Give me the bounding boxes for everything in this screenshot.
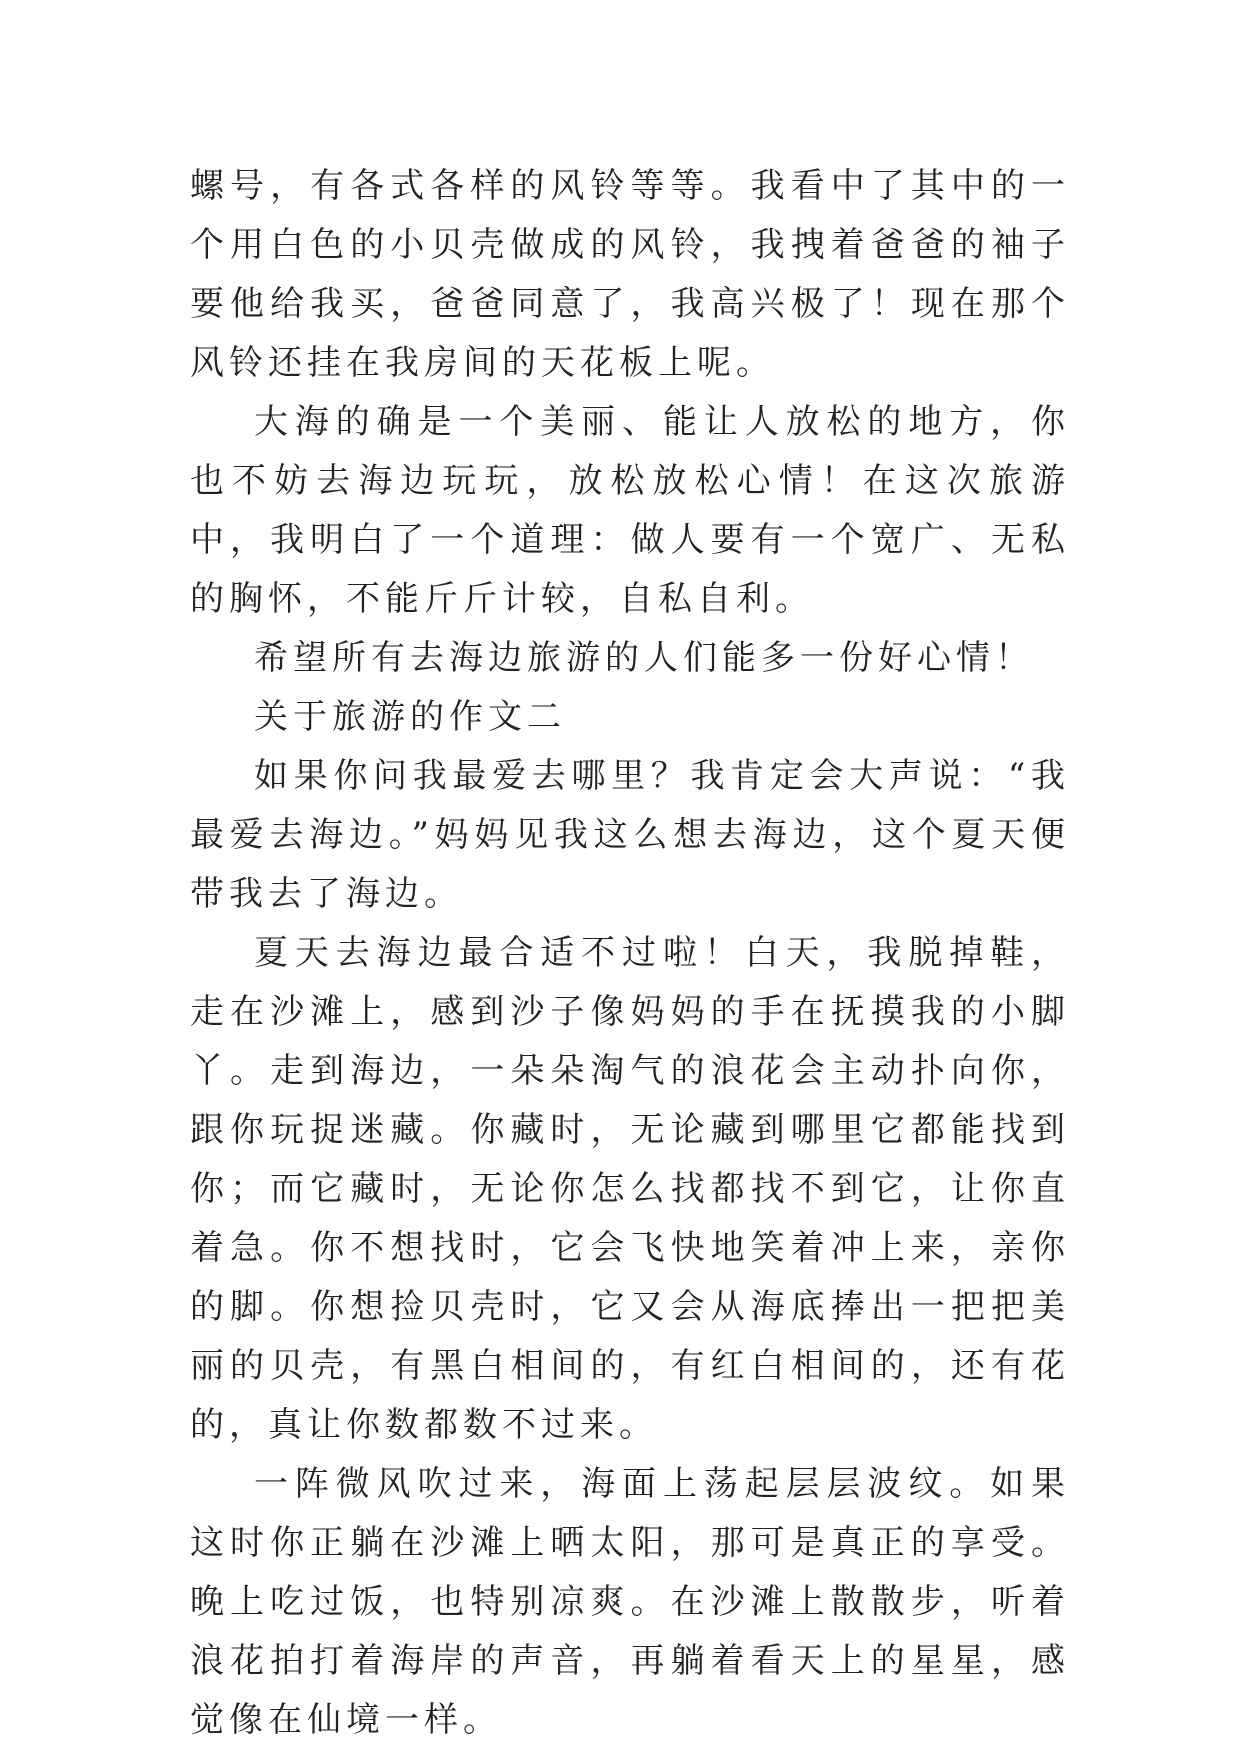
- paragraph: 希望所有去海边旅游的人们能多一份好心情！: [254, 638, 1034, 678]
- paragraph: 夏天去海边最合适不过啦！白天，我脱掉鞋，走在沙滩上，感到沙子像妈妈的手在抚摸我的小脚丫。走到海边，一朵朵淘气的浪花会主动扑向你，跟你玩捉迷藏。你藏时，无论藏到哪里它都能找到你；而它藏时，无论你怎么找都找不到它，让你直着急。你不想找时，它会飞快地笑着冲上来，亲你的脚。你想捡贝壳时，它又会从海底捧出一把把美丽的贝壳，有黑白相间的，有红白相间的，还有花的，真让你数都数不过来。: [190, 933, 1070, 1445]
- document-body: [190, 157, 1070, 1750]
- paragraph-continuation: 螺号，有各式各样的风铃等等。我看中了其中的一个用白色的小贝壳做成的风铃，我拽着爸爸的袖子要他给我买，爸爸同意了，我高兴极了！现在那个风铃还挂在我房间的天花板上呢。: [190, 166, 1070, 383]
- section-heading: 关于旅游的作文二: [254, 697, 566, 737]
- paragraph: 如果你问我最爱去哪里？我肯定会大声说：“我最爱去海边。”妈妈见我这么想去海边，这个夏天便带我去了海边。: [190, 756, 1070, 914]
- paragraph: 大海的确是一个美丽、能让人放松的地方，你也不妨去海边玩玩，放松放松心情！在这次旅游中，我明白了一个道理：做人要有一个宽广、无私的胸怀，不能斤斤计较，自私自利。: [190, 402, 1070, 619]
- paragraph: 一阵微风吹过来，海面上荡起层层波纹。如果这时你正躺在沙滩上晒太阳，那可是真正的享受。晚上吃过饭，也特别凉爽。在沙滩上散散步，听着浪花拍打着海岸的声音，再躺着看天上的星星，感觉像在仙境一样。: [190, 1464, 1070, 1740]
